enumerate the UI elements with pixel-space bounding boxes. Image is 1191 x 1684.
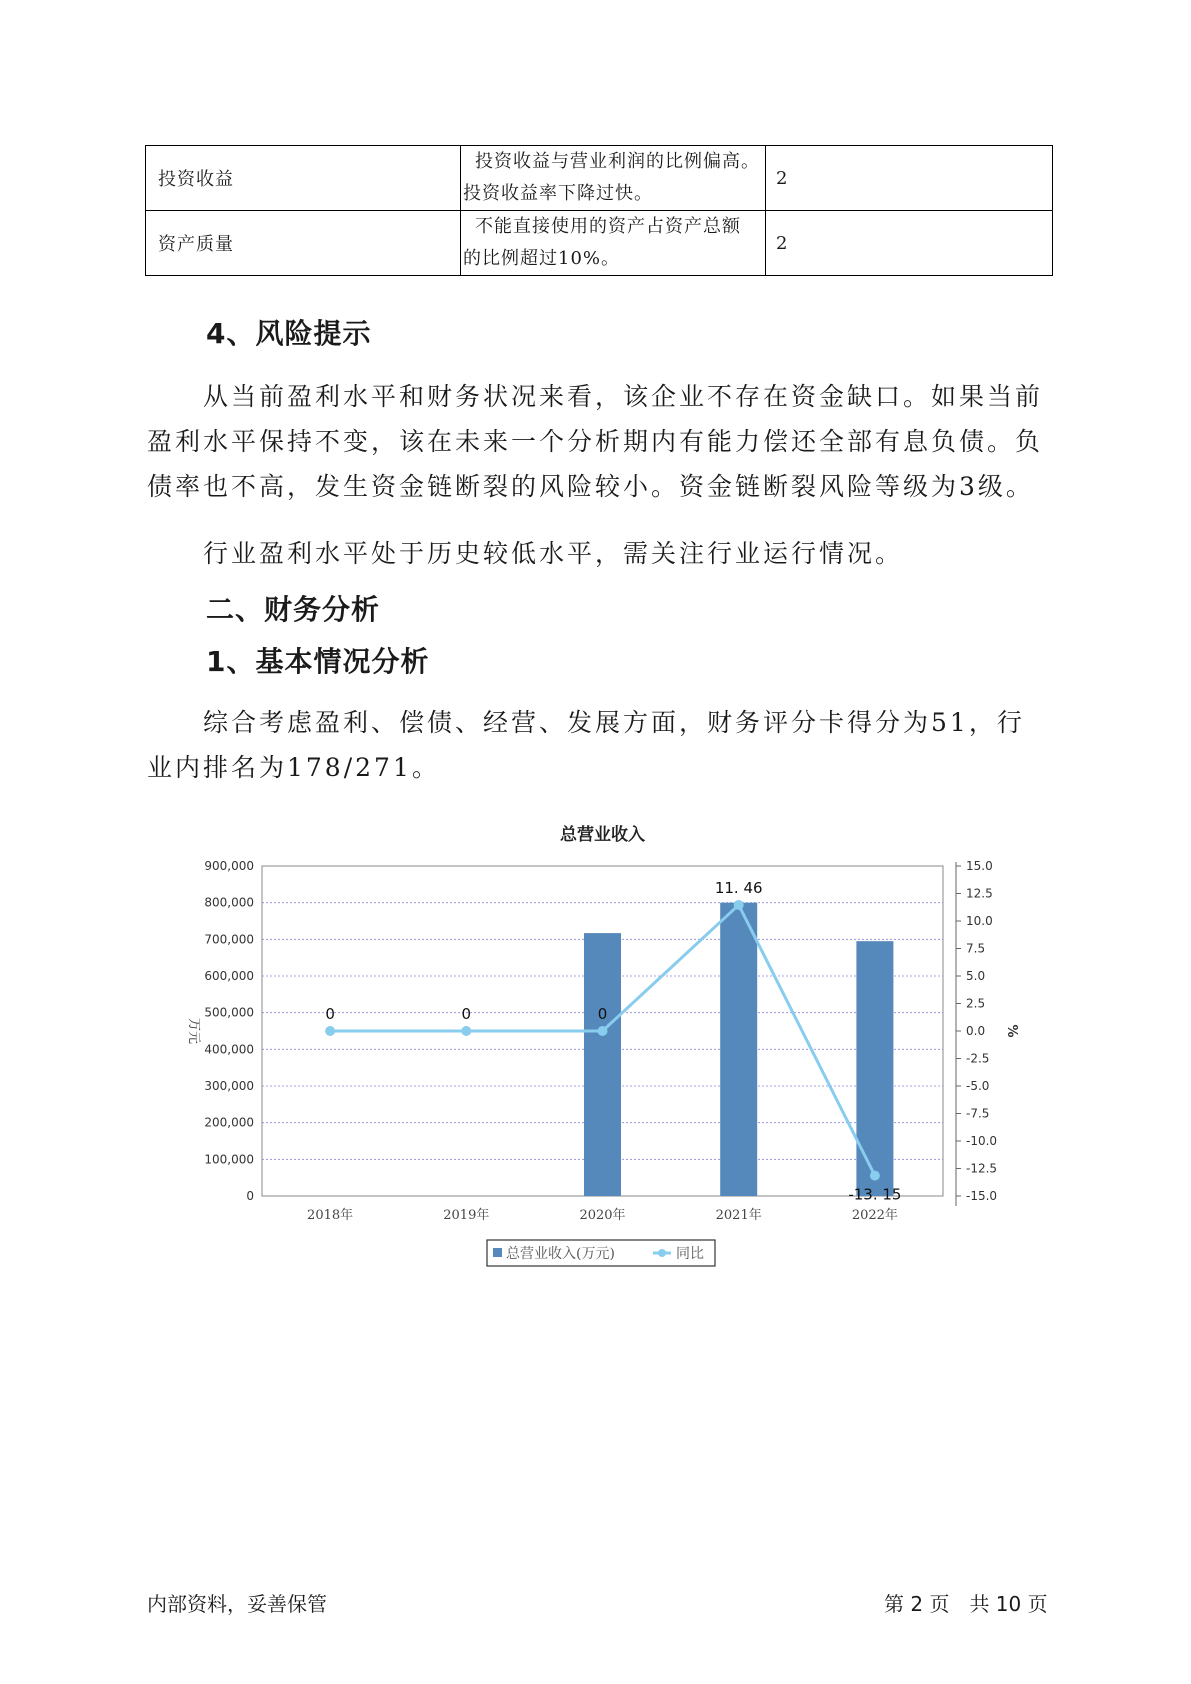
- score-paragraph: [147, 700, 1047, 790]
- desc-line: 投资收益率下降过快。: [463, 183, 653, 204]
- legend-swatch-bar: [493, 1248, 502, 1257]
- table-cell-item: 资产质量: [146, 211, 461, 276]
- risk-paragraph-text: 从当前盈利水平和财务状况来看，该企业不存在资金缺口。如果当前盈利水平保持不变，该在未来一个分析期内有能力偿还全部有息负债。负债率也不高，发生资金链断裂的风险较小。资金链断裂风险等级为3级。: [147, 382, 1044, 501]
- y2-tick-label: 5.0: [966, 969, 986, 983]
- line-point: [461, 1026, 471, 1036]
- y2-tick-label: -10.0: [966, 1134, 998, 1148]
- y2-tick-label: 7.5: [966, 941, 986, 956]
- industry-paragraph-text: 行业盈利水平处于历史较低水平，需关注行业运行情况。: [203, 539, 904, 568]
- y-tick-label: 0: [246, 1189, 254, 1203]
- desc-line: 的比例超过10%。: [463, 248, 621, 269]
- y2-tick-label: -7.5: [966, 1106, 990, 1121]
- desc-line: 投资收益与营业利润的比例偏高。: [475, 151, 760, 172]
- line-point: [598, 1026, 608, 1036]
- line-point: [325, 1026, 335, 1036]
- footer-confidential: 内部资料，妥善保管: [147, 1592, 327, 1616]
- bar: [856, 941, 893, 1196]
- y2-tick-label: 15.0: [966, 859, 993, 873]
- revenue-chart: [170, 810, 1040, 1280]
- data-label: 0: [461, 1005, 472, 1023]
- y2-tick-label: 0.0: [966, 1024, 986, 1038]
- industry-paragraph: [147, 531, 1047, 576]
- score-paragraph-text: 综合考虑盈利、偿债、经营、发展方面，财务评分卡得分为51，行业内排名为178/271。: [147, 708, 1025, 782]
- legend-label-bar: 总营业收入(万元): [506, 1246, 615, 1262]
- risk-paragraph: [147, 374, 1047, 509]
- basic-analysis-heading: 1、基本情况分析: [206, 645, 430, 678]
- legend-swatch-point: [658, 1249, 666, 1257]
- y-tick-label: 600,000: [204, 969, 254, 983]
- y2-tick-label: 10.0: [966, 914, 993, 928]
- y2-tick-label: 2.5: [966, 996, 986, 1011]
- table-cell-desc: [461, 146, 766, 211]
- y-tick-label: 100,000: [204, 1152, 254, 1167]
- risk-heading: 4、风险提示: [206, 317, 372, 350]
- table-cell-score: 2: [766, 146, 1053, 211]
- bar: [584, 933, 621, 1196]
- line-point: [870, 1171, 880, 1181]
- y2-tick-label: -15.0: [966, 1189, 998, 1203]
- table-row: [146, 211, 1053, 276]
- y2-tick-label: -2.5: [966, 1051, 990, 1066]
- y-tick-label: 800,000: [204, 895, 254, 910]
- desc-line: 不能直接使用的资产占资产总额: [475, 216, 741, 237]
- table-row: [146, 146, 1053, 211]
- y2-tick-label: 12.5: [966, 886, 993, 901]
- line-point: [734, 900, 744, 910]
- x-tick-label: 2020年: [579, 1208, 626, 1223]
- x-tick-label: 2021年: [715, 1208, 762, 1223]
- footer-page-number: 第 2 页 共 10 页: [884, 1592, 1048, 1616]
- table-cell-score: 2: [766, 211, 1053, 276]
- y2-tick-label: -12.5: [966, 1161, 998, 1176]
- x-tick-label: 2019年: [443, 1208, 490, 1223]
- y-tick-label: 200,000: [204, 1115, 254, 1130]
- finance-heading: 二、财务分析: [206, 593, 381, 626]
- y-tick-label: 400,000: [204, 1042, 254, 1057]
- y-tick-label: 300,000: [204, 1079, 254, 1093]
- data-label: 0: [325, 1005, 335, 1023]
- legend-label-line: 同比: [676, 1246, 704, 1262]
- data-label: 11. 46: [714, 878, 763, 897]
- x-tick-label: 2022年: [851, 1208, 898, 1223]
- table-cell-desc: [461, 211, 766, 276]
- table-cell-item: 投资收益: [146, 146, 461, 211]
- data-label: 0: [597, 1005, 608, 1023]
- y-tick-label: 900,000: [204, 859, 254, 873]
- y-axis-label: 万元: [186, 1017, 201, 1045]
- y-tick-label: 500,000: [204, 1005, 254, 1020]
- y-tick-label: 700,000: [204, 932, 254, 947]
- x-tick-label: 2018年: [307, 1208, 354, 1223]
- data-label: -13. 15: [848, 1185, 902, 1204]
- bar: [720, 903, 757, 1196]
- y2-tick-label: -5.0: [966, 1079, 990, 1093]
- y2-axis-label: %: [1004, 1024, 1019, 1038]
- risk-table: [145, 145, 1053, 276]
- chart-title: 总营业收入: [560, 825, 645, 845]
